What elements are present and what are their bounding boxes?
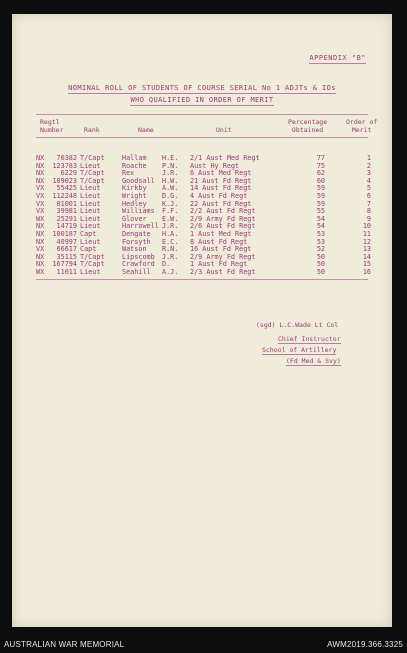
cell-regtl-prefix: NX bbox=[36, 161, 45, 170]
cell-surname: Rex bbox=[122, 169, 135, 178]
title-line-2: WHO QUALIFIED IN ORDER OF MERIT bbox=[130, 96, 274, 104]
cell-regtl-prefix: NX bbox=[36, 237, 45, 246]
cell-initials: E.W. bbox=[162, 214, 179, 223]
cell-percentage: 59 bbox=[316, 191, 325, 200]
cell-order-of-merit: 2 bbox=[366, 161, 371, 170]
cell-surname: Crawford bbox=[122, 260, 155, 269]
header-order-of-merit bbox=[346, 118, 377, 134]
header-number: Number bbox=[40, 126, 64, 134]
cell-order-of-merit: 10 bbox=[362, 222, 371, 231]
cell-rank: T/Capt bbox=[80, 260, 105, 269]
merit-table-body bbox=[36, 155, 371, 277]
cell-surname: Hedley bbox=[122, 199, 147, 208]
cell-percentage: 59 bbox=[316, 184, 325, 193]
cell-unit: 21 Aust Fd Regt bbox=[190, 176, 252, 185]
cell-regtl-number: 40997 bbox=[56, 237, 77, 246]
cell-rank: Lieut bbox=[80, 222, 101, 231]
cell-regtl-number: 81001 bbox=[56, 199, 77, 208]
cell-order-of-merit: 13 bbox=[362, 245, 371, 254]
cell-unit: 22 Aust Fd Regt bbox=[190, 199, 252, 208]
header-merit: Merit bbox=[351, 126, 372, 134]
cell-regtl-number: 100187 bbox=[52, 229, 77, 238]
cell-initials: D. bbox=[162, 260, 171, 269]
cell-initials: P.N. bbox=[162, 161, 179, 170]
cell-rank: Lieut bbox=[80, 191, 101, 200]
cell-unit: 2/9 Army Fd Regt bbox=[190, 252, 256, 261]
cell-initials: J.R. bbox=[162, 169, 179, 178]
cell-rank: Lieut bbox=[80, 214, 101, 223]
cell-percentage: 53 bbox=[316, 229, 325, 238]
header-regtl: Regtl bbox=[40, 118, 60, 126]
cell-rank: Lieut bbox=[80, 207, 101, 216]
cell-regtl-number: 35115 bbox=[56, 252, 77, 261]
cell-regtl-number: 109023 bbox=[52, 176, 77, 185]
cell-initials: R.N. bbox=[162, 245, 179, 254]
cell-order-of-merit: 4 bbox=[366, 176, 371, 185]
signature-school: School of Artillery bbox=[262, 346, 337, 354]
cell-regtl-prefix: NX bbox=[36, 169, 45, 178]
cell-order-of-merit: 7 bbox=[366, 199, 371, 208]
cell-order-of-merit: 12 bbox=[362, 237, 371, 246]
cell-surname: Roache bbox=[122, 161, 147, 170]
cell-surname: Lipscomb bbox=[122, 252, 155, 261]
signature-line-4 bbox=[286, 356, 341, 366]
cell-rank: T/Capt bbox=[80, 252, 105, 261]
cell-regtl-number: 25291 bbox=[56, 214, 77, 223]
appendix-label: APPENDIX "B" bbox=[309, 54, 366, 62]
cell-order-of-merit: 14 bbox=[362, 252, 371, 261]
cell-percentage: 60 bbox=[316, 176, 325, 185]
cell-surname: Watson bbox=[122, 245, 147, 254]
cell-unit: 14 Aust Fd Regt bbox=[190, 184, 252, 193]
document-subtitle bbox=[12, 96, 392, 104]
header-rule-top bbox=[36, 114, 368, 115]
cell-rank: T/Capt bbox=[80, 169, 105, 178]
cell-unit: 4 Aust Fd Regt bbox=[190, 191, 248, 200]
cell-regtl-number: 11011 bbox=[56, 267, 77, 276]
cell-initials: E.C. bbox=[162, 237, 179, 246]
cell-order-of-merit: 5 bbox=[366, 184, 371, 193]
cell-unit: 8 Aust Fd Regt bbox=[190, 237, 248, 246]
cell-surname: Williams bbox=[122, 207, 155, 216]
cell-regtl-number: 123783 bbox=[52, 161, 77, 170]
header-rank: Rank bbox=[84, 126, 100, 134]
cell-rank: Lieut bbox=[80, 199, 101, 208]
cell-order-of-merit: 15 bbox=[362, 260, 371, 269]
signature-line-1: (sgd) L.C.Wade Lt Col bbox=[256, 321, 339, 329]
cell-regtl-number: 70382 bbox=[56, 154, 77, 162]
cell-regtl-prefix: NX bbox=[36, 176, 45, 185]
cell-order-of-merit: 11 bbox=[362, 229, 371, 238]
cell-surname: Wright bbox=[122, 191, 147, 200]
cell-percentage: 52 bbox=[316, 245, 325, 254]
cell-regtl-prefix: NX bbox=[36, 229, 45, 238]
header-unit: Unit bbox=[216, 126, 232, 134]
merit-table bbox=[36, 155, 371, 277]
cell-unit: 2/1 Aust Med Regt bbox=[190, 154, 260, 162]
cell-unit: 2/6 Aust Fd Regt bbox=[190, 222, 256, 231]
cell-surname: Dengate bbox=[122, 229, 151, 238]
header-percentage: Percentage bbox=[288, 118, 328, 126]
cell-initials: A.W. bbox=[162, 184, 179, 193]
header-obtained: Obtained bbox=[291, 126, 324, 134]
cell-rank: T/Capt bbox=[80, 154, 105, 162]
cell-rank: Lieut bbox=[80, 267, 101, 276]
cell-percentage: 50 bbox=[316, 267, 325, 276]
cell-regtl-prefix: WX bbox=[36, 267, 45, 276]
cell-regtl-prefix: VX bbox=[36, 207, 45, 216]
cell-order-of-merit: 8 bbox=[366, 207, 371, 216]
cell-unit: 16 Aust Fd Regt bbox=[190, 245, 252, 254]
cell-regtl-number: 6229 bbox=[60, 169, 77, 178]
cell-surname: Seahill bbox=[122, 267, 151, 276]
cell-regtl-number: 167794 bbox=[52, 260, 77, 269]
cell-order-of-merit: 9 bbox=[366, 214, 371, 223]
cell-initials: K.J. bbox=[162, 199, 179, 208]
cell-rank: Capt bbox=[80, 229, 97, 238]
cell-order-of-merit: 1 bbox=[366, 154, 371, 162]
table-end-rule bbox=[36, 279, 368, 280]
cell-percentage: 62 bbox=[316, 169, 325, 178]
cell-initials: J.R. bbox=[162, 252, 179, 261]
cell-surname: Kirkby bbox=[122, 184, 147, 193]
cell-regtl-number: 55425 bbox=[56, 184, 77, 193]
cell-unit: 2/9 Army Fd Regt bbox=[190, 214, 256, 223]
cell-unit: 1 Aust Med Regt bbox=[190, 229, 252, 238]
cell-rank: Lieut bbox=[80, 184, 101, 193]
cell-initials: H.W. bbox=[162, 176, 179, 185]
cell-unit: 6 Aust Med Regt bbox=[190, 169, 252, 178]
cell-order-of-merit: 3 bbox=[366, 169, 371, 178]
cell-percentage: 54 bbox=[316, 222, 325, 231]
title-line-1: NOMINAL ROLL OF STUDENTS OF COURSE SERIAL No 1 ADJTs & IOs bbox=[68, 84, 336, 92]
document-title bbox=[12, 84, 392, 92]
cell-regtl-prefix: VX bbox=[36, 191, 45, 200]
cell-regtl-prefix: WX bbox=[36, 214, 45, 223]
cell-initials: H.E. bbox=[162, 154, 179, 162]
header-name: Name bbox=[138, 126, 154, 134]
cell-initials: A.J. bbox=[162, 267, 179, 276]
cell-percentage: 54 bbox=[316, 214, 325, 223]
cell-regtl-prefix: NX bbox=[36, 260, 45, 269]
signature-title: Chief Instructor bbox=[278, 335, 341, 343]
cell-rank: Lieut bbox=[80, 237, 101, 246]
table-row bbox=[36, 269, 371, 277]
header-regtl-number bbox=[40, 118, 63, 134]
cell-rank: Capt bbox=[80, 245, 97, 254]
cell-initials: F.F. bbox=[162, 207, 179, 216]
cell-surname: Goodsall bbox=[122, 176, 155, 185]
cell-rank: T/Capt bbox=[80, 176, 105, 185]
cell-percentage: 59 bbox=[316, 199, 325, 208]
cell-unit: 1 Aust Fd Regt bbox=[190, 260, 248, 269]
cell-regtl-number: 112248 bbox=[52, 191, 77, 200]
cell-percentage: 55 bbox=[316, 207, 325, 216]
signature-line-2 bbox=[278, 334, 341, 344]
cell-initials: H.A. bbox=[162, 229, 179, 238]
footer-accession-number: AWM2019.366.3325 bbox=[327, 640, 403, 649]
cell-unit: Aust Hy Regt bbox=[190, 161, 240, 170]
cell-percentage: 77 bbox=[316, 154, 325, 162]
cell-surname: Harrowell bbox=[122, 222, 159, 231]
footer-credit: AUSTRALIAN WAR MEMORIAL bbox=[4, 640, 125, 649]
cell-regtl-prefix: VX bbox=[36, 199, 45, 208]
cell-percentage: 53 bbox=[316, 237, 325, 246]
header-rule-bottom bbox=[36, 137, 368, 138]
cell-surname: Forsyth bbox=[122, 237, 151, 246]
cell-percentage: 50 bbox=[316, 260, 325, 269]
cell-regtl-number: 39981 bbox=[56, 207, 77, 216]
cell-order-of-merit: 6 bbox=[366, 191, 371, 200]
cell-surname: Glover bbox=[122, 214, 147, 223]
cell-regtl-number: 14719 bbox=[56, 222, 77, 231]
cell-regtl-prefix: VX bbox=[36, 184, 45, 193]
cell-regtl-prefix: VX bbox=[36, 245, 45, 254]
header-order-of: Order of bbox=[346, 118, 378, 126]
cell-surname: Hallam bbox=[122, 154, 147, 162]
cell-regtl-prefix: NX bbox=[36, 154, 45, 162]
cell-initials: D.G. bbox=[162, 191, 179, 200]
cell-initials: J.R. bbox=[162, 222, 179, 231]
signature-line-3 bbox=[262, 345, 336, 355]
cell-order-of-merit: 16 bbox=[362, 267, 371, 276]
document-page bbox=[12, 14, 392, 627]
cell-regtl-prefix: NX bbox=[36, 252, 45, 261]
cell-unit: 2/2 Aust Fd Regt bbox=[190, 207, 256, 216]
header-percentage-obtained bbox=[288, 118, 327, 134]
cell-percentage: 50 bbox=[316, 252, 325, 261]
cell-regtl-number: 66617 bbox=[56, 245, 77, 254]
cell-regtl-prefix: NX bbox=[36, 222, 45, 231]
signature-branch: (Fd Med & Svy) bbox=[286, 357, 341, 365]
cell-unit: 2/3 Aust Fd Regt bbox=[190, 267, 256, 276]
cell-percentage: 75 bbox=[316, 161, 325, 170]
cell-rank: Lieut bbox=[80, 161, 101, 170]
